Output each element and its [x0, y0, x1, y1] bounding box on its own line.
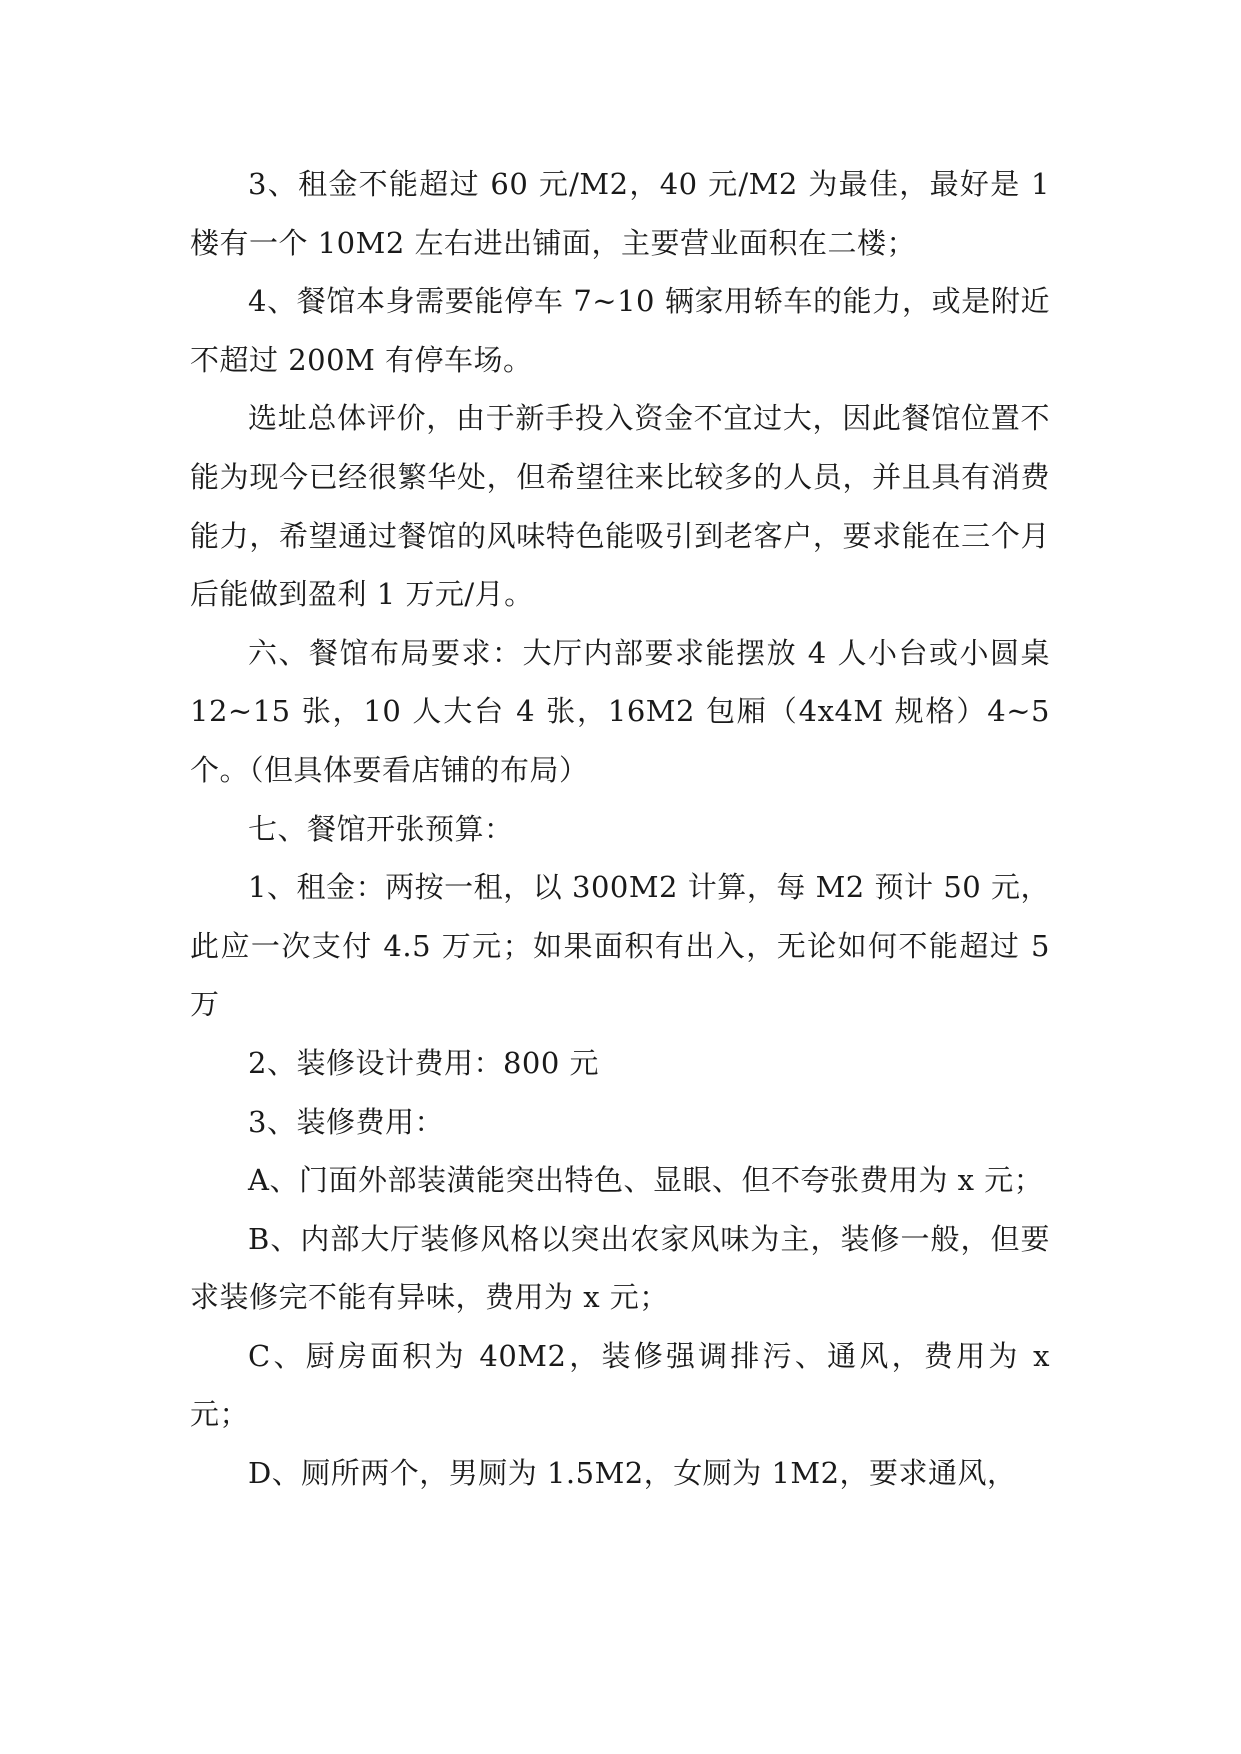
paragraph-opening-budget-heading: 七、餐馆开张预算：	[248, 811, 514, 846]
paragraph-renovation-fee-heading: 3、装修费用：	[248, 1104, 444, 1139]
paragraph-rent-limit: 3、租金不能超过 60 元/M2，40 元/M2 为最佳，最好是 1 楼有一个 10M2 左右进出铺面，主要营业面积在二楼；	[190, 167, 1050, 260]
paragraph-rent-budget: 1、租金：两按一租，以 300M2 计算，每 M2 预计 50 元，此应一次支付 4.5 万元；如果面积有出入，无论如何不能超过 5 万	[190, 870, 1050, 1022]
document-body	[190, 155, 1050, 1503]
paragraph-layout-requirements: 六、餐馆布局要求：大厅内部要求能摆放 4 人小台或小圆桌 12~15 张，10 人大台 4 张，16M2 包厢（4x4M 规格）4~5 个。（但具体要看店铺的布局）	[190, 635, 1050, 787]
paragraph-kitchen: C、厨房面积为 40M2，装修强调排污、通风，费用为 x 元；	[190, 1338, 1050, 1432]
paragraph-parking: 4、餐馆本身需要能停车 7~10 辆家用轿车的能力，或是附近不超过 200M 有停车场。	[190, 284, 1050, 377]
paragraph-site-evaluation: 选址总体评价，由于新手投入资金不宜过大，因此餐馆位置不能为现今已经很繁华处，但希望往来比较多的人员，并且具有消费能力，希望通过餐馆的风味特色能吸引到老客户，要求能在三个月后能做到盈利 1 万元/月。	[190, 401, 1050, 612]
paragraph-hall-decoration: B、内部大厅装修风格以突出农家风味为主，装修一般，但要求装修完不能有异味，费用为 x 元；	[190, 1221, 1050, 1315]
paragraph-design-fee: 2、装修设计费用：800 元	[248, 1045, 600, 1080]
paragraph-restrooms: D、厕所两个，男厕为 1.5M2，女厕为 1M2，要求通风，	[248, 1456, 1017, 1491]
paragraph-facade: A、门面外部装潢能突出特色、显眼、但不夸张费用为 x 元；	[248, 1163, 1044, 1198]
